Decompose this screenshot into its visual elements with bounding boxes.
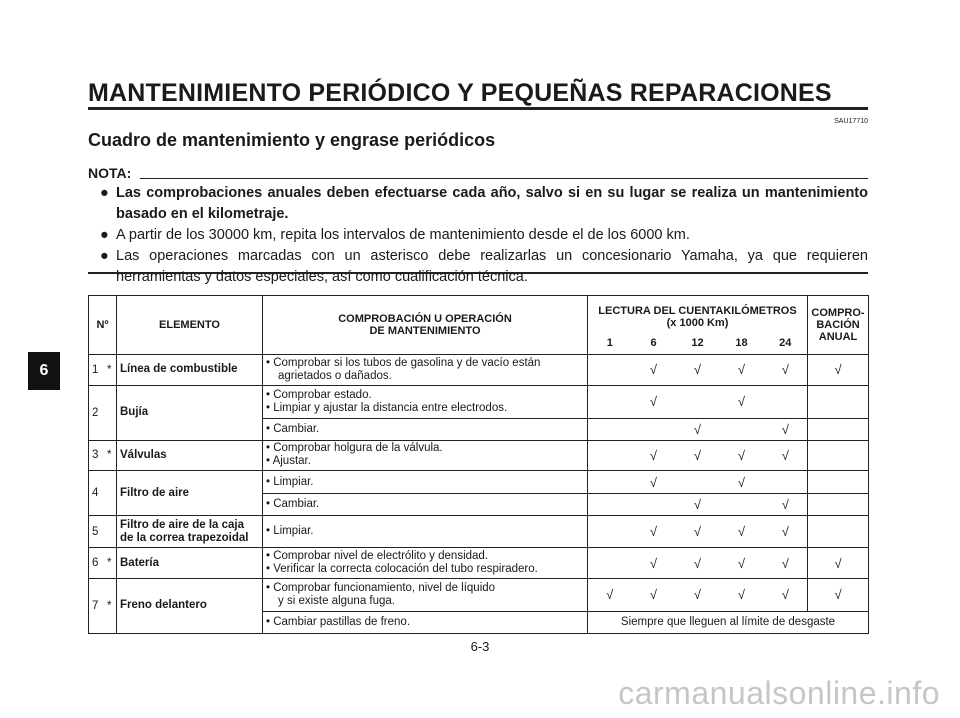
check-mark: √: [720, 355, 764, 385]
header-km: 1: [588, 331, 632, 355]
nota-item: [100, 225, 868, 246]
header-km: 24: [764, 331, 808, 355]
operation-line: • Comprobar estado.: [266, 388, 372, 401]
check-mark: [588, 418, 632, 440]
operation-cell: [263, 516, 588, 548]
section-subtitle: Cuadro de mantenimiento y engrase periódicos: [88, 130, 496, 150]
check-mark: [588, 494, 632, 516]
check-mark: [676, 385, 720, 418]
title-divider: [88, 107, 868, 110]
section-code: SAU17710: [834, 118, 868, 125]
check-mark: √: [764, 418, 808, 440]
annual-check: √: [808, 548, 869, 578]
dealer-asterisk: *: [103, 440, 117, 470]
item-number: 4: [89, 471, 103, 516]
check-mark: √: [676, 440, 720, 470]
operation-line: y si existe alguna fuga.: [278, 594, 395, 607]
check-mark: [632, 418, 676, 440]
check-mark: [632, 494, 676, 516]
check-mark: √: [764, 578, 808, 611]
operation-line: • Comprobar si los tubos de gasolina y de vacío están: [266, 356, 541, 369]
dealer-asterisk: [103, 471, 117, 516]
item-number: 1: [89, 355, 103, 385]
operation-line: • Comprobar funcionamiento, nivel de líquido: [266, 581, 496, 594]
operation-cell: [263, 494, 588, 516]
check-mark: √: [632, 516, 676, 548]
annual-check: √: [808, 355, 869, 385]
check-mark: √: [720, 471, 764, 494]
operation-line: • Ajustar.: [266, 455, 311, 468]
check-mark: √: [632, 355, 676, 385]
dealer-asterisk: *: [103, 548, 117, 578]
annual-check: [808, 385, 869, 418]
operation-cell: [263, 355, 588, 385]
annual-check: [808, 440, 869, 470]
operation-line: • Cambiar.: [266, 498, 320, 511]
table-row: [89, 578, 869, 611]
header-operation: [263, 296, 588, 355]
check-mark: [588, 471, 632, 494]
header-odometer-line: (x 1000 Km): [666, 316, 729, 329]
check-mark: √: [676, 418, 720, 440]
check-mark: [764, 471, 808, 494]
check-mark: [764, 385, 808, 418]
check-mark: √: [632, 578, 676, 611]
item-number: 7: [89, 578, 103, 633]
operation-line: • Limpiar.: [266, 475, 314, 488]
header-annual-line: BACIÓN: [816, 319, 860, 332]
nota-text: Las operaciones marcadas con un asterisco debe realizarlas un concesionario Yamaha, ya que requieren herramientas y datos especiales, así como cualificación técnica.: [116, 248, 868, 285]
dealer-asterisk: *: [103, 578, 117, 633]
item-element: Batería: [117, 548, 263, 578]
header-annual-line: ANUAL: [818, 331, 858, 344]
item-element: Freno delantero: [117, 578, 263, 633]
check-mark: √: [764, 494, 808, 516]
page-number: 6-3: [470, 639, 490, 654]
nota-text: A partir de los 30000 km, repita los intervalos de mantenimiento desde el de los 6000 km.: [116, 227, 690, 243]
dealer-asterisk: [103, 385, 117, 440]
item-number: 3: [89, 440, 103, 470]
header-operation-line: DE MANTENIMIENTO: [369, 325, 481, 338]
check-mark: √: [676, 578, 720, 611]
annual-check: √: [808, 578, 869, 611]
item-element: Válvulas: [117, 440, 263, 470]
table-row: [89, 385, 869, 418]
operation-line: agrietados o dañados.: [278, 369, 392, 382]
operation-line: • Limpiar y ajustar la distancia entre electrodos.: [266, 401, 508, 414]
page-title: MANTENIMIENTO PERIÓDICO Y PEQUEÑAS REPARACIONES: [88, 79, 832, 107]
interval-note: Siempre que lleguen al límite de desgaste: [588, 611, 869, 633]
table-row: [89, 548, 869, 578]
header-odometer: [588, 296, 808, 331]
check-mark: [588, 355, 632, 385]
check-mark: [588, 548, 632, 578]
check-mark: √: [632, 548, 676, 578]
item-element: Bujía: [117, 385, 263, 440]
header-km: 18: [720, 331, 764, 355]
check-mark: [676, 471, 720, 494]
check-mark: √: [588, 578, 632, 611]
item-element: Línea de combustible: [117, 355, 263, 385]
notes-divider: [88, 272, 868, 274]
check-mark: √: [720, 440, 764, 470]
chapter-tab: 6: [28, 352, 60, 390]
check-mark: [588, 516, 632, 548]
watermark: carmanualsonline.info: [618, 675, 940, 711]
bullet-icon: ●: [100, 185, 109, 201]
operation-cell: [263, 385, 588, 418]
header-annual-line: COMPRO-: [811, 307, 865, 320]
header-element: ELEMENTO: [117, 296, 263, 355]
nota-text: Las comprobaciones anuales deben efectuarse cada año, salvo si en su lugar se realiza un mantenimiento basado en el kilometraje.: [116, 185, 868, 222]
check-mark: √: [720, 516, 764, 548]
check-mark: √: [764, 548, 808, 578]
table-row: [89, 440, 869, 470]
operation-cell: [263, 611, 588, 633]
check-mark: [588, 385, 632, 418]
check-mark: √: [676, 494, 720, 516]
item-number: 5: [89, 516, 103, 548]
check-mark: [720, 494, 764, 516]
operation-line: • Limpiar.: [266, 525, 314, 538]
check-mark: √: [676, 355, 720, 385]
header-km: 6: [632, 331, 676, 355]
item-number: 2: [89, 385, 103, 440]
check-mark: √: [720, 385, 764, 418]
item-element: Filtro de aire: [117, 471, 263, 516]
check-mark: √: [676, 516, 720, 548]
header-annual: [808, 296, 869, 355]
operation-cell: [263, 440, 588, 470]
table-row: [89, 516, 869, 548]
header-km: 12: [676, 331, 720, 355]
nota-item: [100, 246, 868, 288]
operation-cell: [263, 418, 588, 440]
operation-cell: [263, 471, 588, 494]
item-element: Filtro de aire de la caja de la correa trapezoidal: [117, 516, 263, 548]
operation-line: • Cambiar pastillas de freno.: [266, 615, 411, 628]
check-mark: √: [764, 355, 808, 385]
operation-line: • Comprobar holgura de la válvula.: [266, 442, 443, 455]
operation-line: • Cambiar.: [266, 422, 320, 435]
bullet-icon: ●: [100, 227, 109, 243]
maintenance-table: [88, 295, 869, 634]
item-number: 6: [89, 548, 103, 578]
bullet-icon: ●: [100, 248, 109, 264]
maintenance-table-body: [89, 296, 869, 634]
annual-check: [808, 516, 869, 548]
header-odometer-line: LECTURA DEL CUENTAKILÓMETROS: [598, 304, 797, 317]
check-mark: [588, 440, 632, 470]
operation-line: • Verificar la correcta colocación del tubo respiradero.: [266, 563, 538, 576]
check-mark: √: [764, 440, 808, 470]
dealer-asterisk: *: [103, 355, 117, 385]
nota-item: [100, 183, 868, 225]
table-row: [89, 471, 869, 494]
operation-line: • Comprobar nivel de electrólito y densidad.: [266, 550, 489, 563]
operation-cell: [263, 548, 588, 578]
annual-check: [808, 471, 869, 494]
header-num: Nº: [89, 296, 117, 355]
check-mark: √: [720, 548, 764, 578]
check-mark: [720, 418, 764, 440]
operation-cell: [263, 578, 588, 611]
check-mark: √: [632, 385, 676, 418]
nota-divider: [140, 178, 868, 179]
check-mark: √: [632, 440, 676, 470]
annual-check: [808, 418, 869, 440]
annual-check: [808, 494, 869, 516]
table-row: [89, 355, 869, 385]
header-operation-line: COMPROBACIÓN U OPERACIÓN: [338, 313, 512, 326]
dealer-asterisk: [103, 516, 117, 548]
check-mark: √: [632, 471, 676, 494]
nota-label: NOTA:: [88, 165, 132, 181]
check-mark: √: [720, 578, 764, 611]
check-mark: √: [676, 548, 720, 578]
check-mark: √: [764, 516, 808, 548]
